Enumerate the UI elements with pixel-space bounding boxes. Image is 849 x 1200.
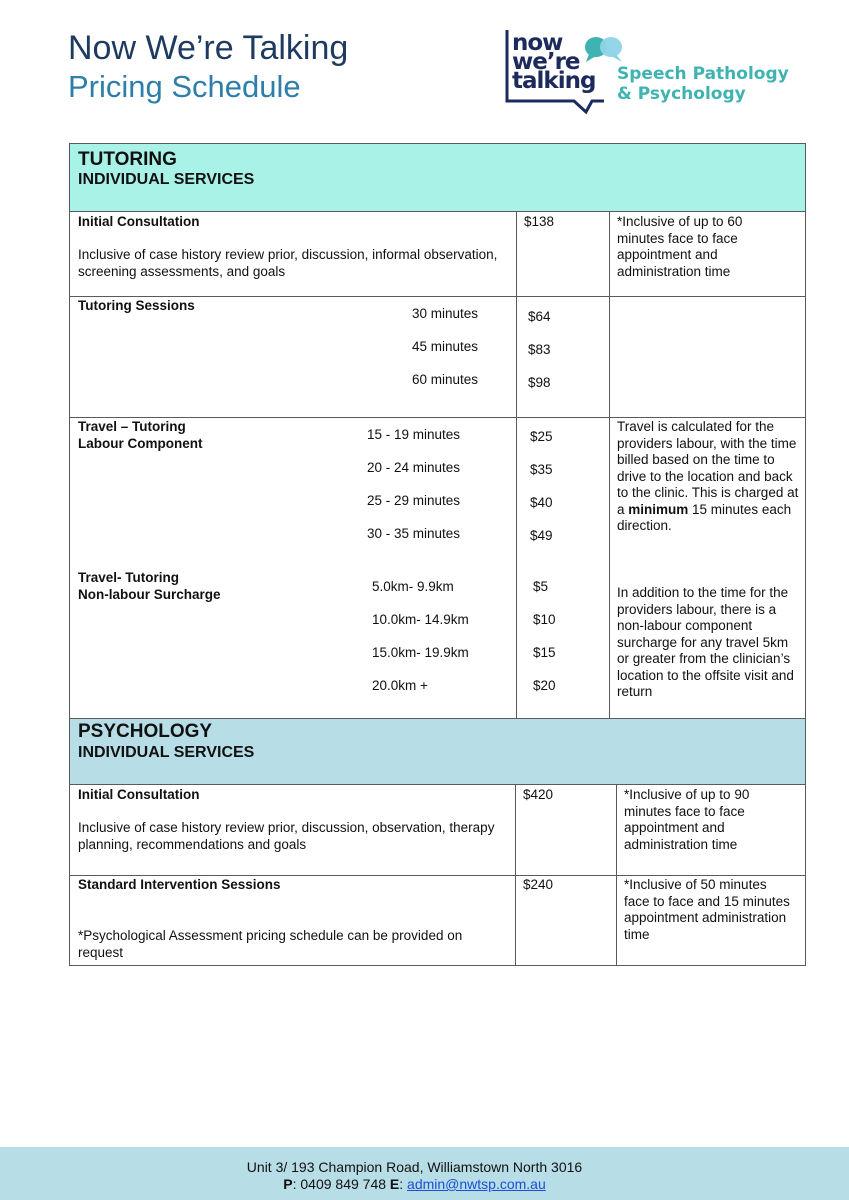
travel-time-range: 15 - 19 minutes [367,427,461,442]
psychology-initial-note: *Inclusive of up to 90 minutes face to face appointment and administration time [624,787,750,852]
travel-surcharge-subtitle: Non-labour Surcharge [78,587,221,602]
session-duration: 60 minutes [412,372,479,387]
session-duration: 30 minutes [412,306,479,321]
psychology-standard-title: Standard Intervention Sessions [78,877,281,892]
tutoring-sessions-title: Tutoring Sessions [78,298,195,313]
psychology-subheading: INDIVIDUAL SERVICES [78,744,255,761]
distance-range: 20.0km + [372,678,428,693]
footer-address: Unit 3/ 193 Champion Road, Williamstown North 3016 [246,1159,583,1175]
travel-surcharge-title: Travel- Tutoring [78,570,180,585]
psychology-initial-price: $420 [523,787,554,802]
psychology-section-header [69,718,806,785]
tutoring-section-header [69,143,806,212]
psychology-initial-row [69,784,806,876]
phone-label: P [283,1176,293,1192]
psychology-initial-title: Initial Consultation [78,787,200,802]
distance-price: $15 [533,645,556,660]
psychology-standard-description: *Psychological Assessment pricing schedule can be provided on request [78,928,463,960]
page-title: Now We’re Talking [68,29,349,67]
footer-contact: P: 0409 849 748 E: admin@nwtsp.com.au [283,1176,546,1192]
email-label: E [389,1176,400,1192]
travel-time-price: $40 [530,495,553,510]
travel-time-price: $25 [530,429,553,444]
travel-surcharge-note: In addition to the time for the providers labour, there is a non-labour component surcharge for any travel 5km or greater from the clinician’s location to the offsite visit and return [617,585,794,699]
psychology-standard-price: $240 [523,877,554,892]
session-price: $98 [528,375,551,390]
distance-price: $10 [533,612,556,627]
travel-time-price: $35 [530,462,553,477]
distance-price: $5 [533,579,549,594]
distance-range: 10.0km- 14.9km [372,612,469,627]
logo-word-now: now [512,30,563,56]
session-price: $64 [528,309,551,324]
distance-range: 5.0km- 9.9km [372,579,454,594]
psychology-standard-note: *Inclusive of 50 minutes face to face and 15 minutes appointment administration time [624,877,790,942]
travel-labour-subtitle: Labour Component [78,436,203,451]
footer-email-link[interactable]: admin@nwtsp.com.au [407,1176,546,1192]
pricing-table [69,143,806,966]
travel-time-price: $49 [530,528,553,543]
tutoring-subheading: INDIVIDUAL SERVICES [78,171,255,188]
logo-tagline-psychology: & Psychology [617,84,746,104]
tutoring-heading: TUTORING [78,149,177,170]
distance-range: 15.0km- 19.9km [372,645,469,660]
travel-labour-title: Travel – Tutoring [78,419,186,434]
session-price: $83 [528,342,551,357]
tutoring-initial-description: Inclusive of case history review prior, discussion, informal observation, screening assessments, and goals [78,247,498,279]
tutoring-sessions-row [69,296,806,418]
logo-tagline-speech: Speech Pathology [617,64,789,84]
distance-price: $20 [533,678,556,693]
tutoring-initial-note: *Inclusive of up to 60 minutes face to face appointment and administration time [617,214,743,279]
page-subtitle: Pricing Schedule [68,69,301,104]
speech-bubbles-icon [582,35,626,65]
footer-phone: : 0409 849 748 [292,1176,390,1192]
travel-time-range: 20 - 24 minutes [367,460,461,475]
logo-word-were: we’re [512,49,580,75]
logo [504,28,794,118]
psychology-standard-row [69,875,806,966]
tutoring-initial-title: Initial Consultation [78,214,200,229]
travel-time-range: 30 - 35 minutes [367,526,461,541]
psychology-heading: PSYCHOLOGY [78,721,213,742]
travel-time-range: 25 - 29 minutes [367,493,461,508]
logo-word-talking: talking [512,68,596,94]
travel-labour-note: Travel is calculated for the providers labour, with the time billed based on the time to drive to the location and back to the clinic. This is charged at a minimum 15 minutes each direction. [617,419,799,533]
psychology-initial-description: Inclusive of case history review prior, discussion, observation, therapy planning, recommendations and goals [78,820,495,852]
footer [0,1147,849,1200]
tutoring-travel-row [69,417,806,719]
session-duration: 45 minutes [412,339,479,354]
tutoring-initial-row [69,211,806,297]
tutoring-initial-price: $138 [524,214,555,229]
